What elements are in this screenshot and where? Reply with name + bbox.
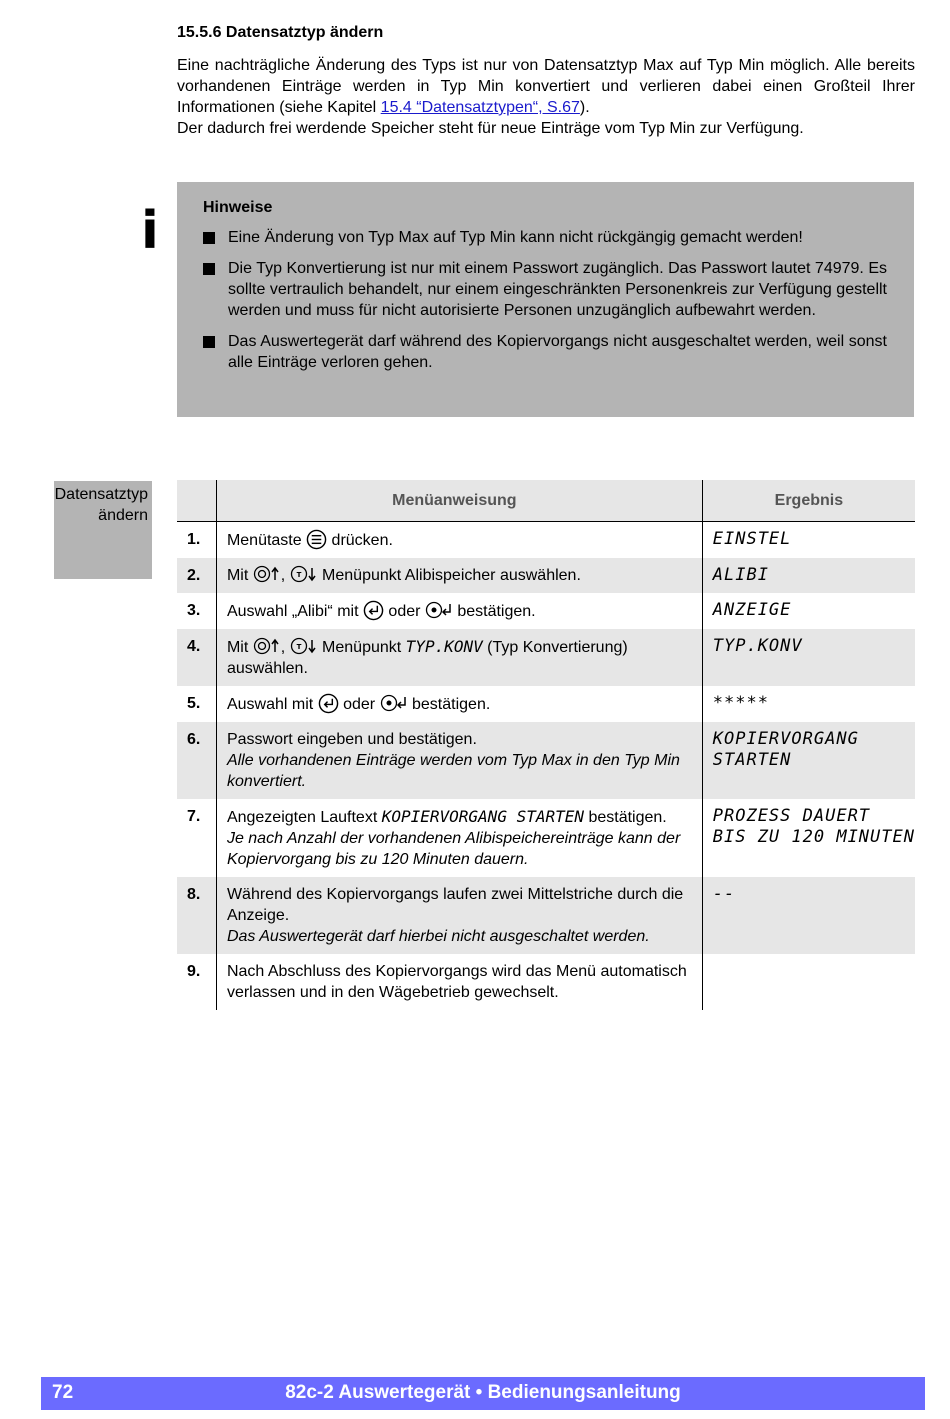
step-text: Mit [226, 639, 253, 656]
step-text: Passwort eingeben und bestätigen. [226, 731, 477, 748]
step-num: 7. [177, 799, 216, 877]
step-num: 2. [177, 558, 216, 593]
header-result: Ergebnis [702, 480, 915, 522]
note-item [203, 331, 887, 373]
svg-text:T: T [296, 643, 301, 651]
step-result [702, 877, 915, 954]
menu-key-icon [306, 529, 327, 550]
enter-key-icon [363, 600, 384, 621]
intro-text [177, 55, 915, 139]
tare-down-key-icon [290, 637, 318, 655]
square-bullet-icon [203, 232, 215, 244]
section-heading: 15.5.6 Datensatztyp ändern [177, 24, 384, 41]
intro-paragraph-1 [177, 55, 915, 118]
sidebar-label: Datensatztyp ändern [54, 481, 152, 579]
enter-key-icon [318, 693, 339, 714]
step-result [702, 722, 915, 799]
step-result [702, 686, 915, 722]
inline-display-text: TYP.KONV [405, 637, 483, 656]
note-text: Die Typ Konvertierung ist nur mit einem Passwort zugänglich. Das Passwort lautet 74979. Es sollte vertraulich behandelt, nur einem eingeschränkten Personenkreis zur Verfügung gestellt werden und muss für nicht autorisierte Personen unzugänglich aufbewahrt werden. [228, 260, 887, 319]
instruction-table [177, 480, 915, 1010]
note-item [203, 227, 887, 248]
step-text: Auswahl „Alibi“ mit [226, 603, 363, 620]
svg-text:T: T [296, 571, 301, 579]
step-text: oder [338, 696, 380, 713]
step-note: Das Auswertegerät darf hierbei nicht ausgeschaltet werden. [226, 928, 650, 945]
step-text: Angezeigten Lauftext [226, 809, 382, 826]
step-instruction [216, 877, 702, 954]
table-row [177, 593, 915, 629]
step-result [702, 593, 915, 629]
step-text: Nach Abschluss des Kopiervorgangs wird das Menü automatisch verlassen und in den Wägebetrieb gewechselt. [226, 963, 687, 1001]
intro-paragraph-2: Der dadurch frei werdende Speicher steht für neue Einträge vom Typ Min zur Verfügung. [177, 120, 804, 137]
table-row [177, 686, 915, 722]
step-num: 5. [177, 686, 216, 722]
step-instruction [216, 522, 702, 559]
table-row [177, 799, 915, 877]
step-text: Menüpunkt Alibispeicher auswählen. [317, 567, 581, 584]
note-text: Das Auswertegerät darf während des Kopiervorgangs nicht ausgeschaltet werden, weil sonst alle Einträge verloren gehen. [228, 333, 887, 371]
step-text: bestätigen. [407, 696, 491, 713]
square-bullet-icon [203, 336, 215, 348]
step-num: 1. [177, 522, 216, 559]
print-enter-key-icon [380, 694, 408, 712]
table-row [177, 877, 915, 954]
display-text: PROZESS DAUERT BIS ZU 120 MINUTEN [712, 806, 915, 847]
step-instruction [216, 558, 702, 593]
step-text: , [280, 639, 290, 656]
display-text: ANZEIGE [712, 600, 792, 620]
notes-list [203, 227, 887, 373]
step-text: bestätigen. [452, 603, 536, 620]
notes-title: Hinweise [203, 199, 273, 216]
page-number: 72 [52, 1382, 74, 1403]
display-text: KOPIERVORGANG STARTEN [712, 729, 859, 770]
page-footer [41, 1377, 925, 1410]
step-text: , [280, 567, 290, 584]
step-text: Während des Kopiervorgangs laufen zwei Mittelstriche durch die Anzeige. [226, 886, 684, 924]
step-text: Menütaste [226, 532, 307, 549]
zero-up-key-icon [253, 565, 281, 583]
note-item [203, 258, 887, 321]
step-instruction [216, 722, 702, 799]
print-enter-key-icon [425, 601, 453, 619]
step-text: bestätigen. [584, 809, 667, 826]
header-instruction: Menüanweisung [216, 480, 702, 522]
note-text: Eine Änderung von Typ Max auf Typ Min kann nicht rückgängig gemacht werden! [228, 229, 803, 246]
info-icon: i [141, 201, 159, 261]
inline-display-text: KOPIERVORGANG STARTEN [381, 807, 585, 826]
table-row [177, 954, 915, 1010]
step-text: (Typ Konvertierung) auswählen. [226, 639, 628, 677]
notes-box [177, 182, 914, 417]
step-note: Alle vorhandenen Einträge werden vom Typ Max in den Typ Min konvertiert. [226, 752, 680, 790]
display-text: ALIBI [712, 565, 769, 585]
footer-title: 82c-2 Auswertegerät • Bedienungsanleitung [285, 1382, 681, 1403]
step-num: 4. [177, 629, 216, 686]
intro-text-b: ). [579, 99, 590, 116]
display-text: TYP.KONV [712, 636, 803, 656]
step-text: Mit [226, 567, 253, 584]
step-result [702, 799, 915, 877]
intro-text-a: Eine nachträgliche Änderung des Typs ist nur von Datensatztyp Max auf Typ Min möglich. Alle bereits vorhandenen Einträge werden in Typ Min konvertiert und verlieren dabei einen Großteil Ihrer Informationen (siehe Kapitel [177, 57, 915, 116]
step-text: Auswahl mit [226, 696, 318, 713]
step-result [702, 629, 915, 686]
step-num: 8. [177, 877, 216, 954]
step-result [702, 558, 915, 593]
display-text: EINSTEL [712, 529, 792, 549]
step-num: 3. [177, 593, 216, 629]
table-row [177, 722, 915, 799]
step-note: Je nach Anzahl der vorhandenen Alibispeichereinträge kann der Kopiervorgang bis zu 120 Minuten dauern. [226, 830, 681, 868]
step-instruction [216, 593, 702, 629]
step-line [227, 806, 692, 828]
tare-down-key-icon [290, 565, 318, 583]
table-header-row [177, 480, 915, 522]
step-instruction [216, 799, 702, 877]
display-text: -- [712, 884, 736, 904]
table-row [177, 558, 915, 593]
display-text: ***** [712, 693, 769, 713]
header-num [177, 480, 216, 522]
table-row [177, 522, 915, 559]
step-instruction [216, 629, 702, 686]
step-result [702, 954, 915, 1010]
square-bullet-icon [203, 263, 215, 275]
step-instruction [216, 686, 702, 722]
step-num: 9. [177, 954, 216, 1010]
step-text: drücken. [327, 532, 393, 549]
step-text: Menüpunkt [317, 639, 406, 656]
step-num: 6. [177, 722, 216, 799]
chapter-link[interactable]: 15.4 “Datensatztypen“, S.67 [380, 99, 580, 116]
zero-up-key-icon [253, 637, 281, 655]
step-text: oder [383, 603, 425, 620]
step-instruction [216, 954, 702, 1010]
step-result [702, 522, 915, 559]
table-row [177, 629, 915, 686]
